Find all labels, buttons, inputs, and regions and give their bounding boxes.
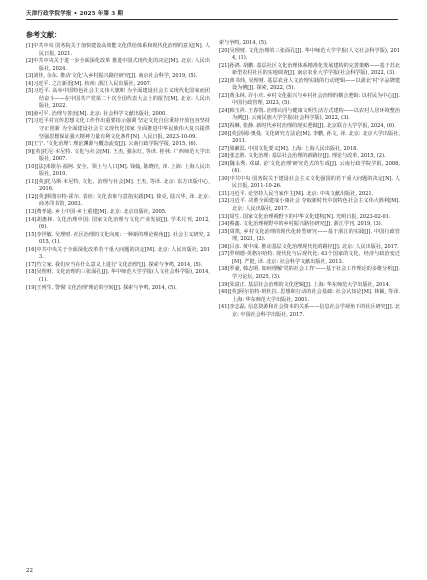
reference-entry: [38]罗豪, 韩志明. 如何理解'党的社会工作'——基于社会工作理论的多维分析[J]. 学习论坛, 2025, (3). xyxy=(219,266,400,280)
reference-entry: [33]周生. 国家文化治理视野下的中华文化建构[N]. 光明日报, 2023-02-01. xyxy=(219,213,391,220)
reference-entry: [9][英]托尼·本尼特. 文化与社会[M]. 王杰, 强东红, 等译. 桂林: 广西师范大学出版社, 2007. xyxy=(26,148,210,163)
reference-entry: 索与争鸣, 2014, (5). xyxy=(219,40,268,46)
reference-entry: [34]蔡鑫. 文化治理视野中的乡村振兴路径研究[J]. 浙江学刊, 2019, (3). xyxy=(219,221,383,228)
reference-entry: [26][英]汤姆·奥曼. 文化研究方法论[M]. 李鹏, 孙文, 译. 北京: 北京大学出版社, 2011. xyxy=(219,130,400,145)
header-rule xyxy=(26,19,398,20)
reference-entry: [1]中共中央 国务院关于加快建设高效能文化供给体系和现代化治理的意见[N]. 人民日报, 2021. xyxy=(26,43,210,57)
reference-entry: [17]竹立家. 我们应当在什么意义上进行'文化治理'[J]. 探索与争鸣, 2014, (5). xyxy=(26,261,203,268)
reference-entry: [15]李世敏. 吴理财. 社区治理的文化向度: 一种新的理论视角[J]. 社会主义研究, 2015, (1). xyxy=(26,231,210,246)
reference-entry: [4]习近平. 之江新语[M]. 杭州: 浙江人民出版社, 2007. xyxy=(26,80,152,87)
reference-entry: [14]胡惠林. 文化治理中国: 国家文化治理与文化产业发展[J]. 学术月刊, 2012, (6). xyxy=(26,216,210,231)
reference-entry: [11][英]托马斯·本尼特, 文化、治理与社会[M]. 王杰, 等译. 北京: 东方出版中心, 2016. xyxy=(26,178,210,193)
reference-entry: [7]习近平对宣传思想文化工作作出重要指示强调 坚定文化自信秉持开放包容坚持守正创新 为全面建设社会主义现代化国家 全面推进中华民族伟大复兴提供坚强思想保证强大精神力量有利文化条件[N]. 人民日报, 2023-10-09. xyxy=(26,118,210,140)
reference-entry: [23]黄永林, 许小庆. 乡村文化振兴与乡村社会治理的耦合逻辑: 以村民为中心[J]. 中国行政管理, 2023, (5). xyxy=(219,92,400,107)
reference-entry: [41]李志磊. 信息资源和社会资本的关系——信息社会学视角下的社区研究[J]. 北京: 中国社会科学出版社, 2017. xyxy=(219,304,400,318)
reference-entry: [22]黄书炜, 吴理财. 基层农业人文治理实践的行动逻辑——以浙北'村'字品牌建设为例[J]. 探索, 2022, (5). xyxy=(219,77,400,92)
reference-entry: [18]吴理财. 文化治理的三张面孔[J]. 华中师范大学学报(人文社会科学版), 2014, (1). xyxy=(26,269,210,283)
reference-entry: [30]中共中央 国务院关于建设社会主义文化强国的若干重大问题的决定[N]. 人民日报, 2011-10-26. xyxy=(219,175,400,190)
reference-entry: [8]王宁. '文化治理': 理论渊源与概念流变[J]. 云南行政学院学报, 2015, (6). xyxy=(26,141,198,148)
references-right-column xyxy=(219,40,400,319)
running-header: 天津行政学院学报 • 2025 年第 3 期 xyxy=(26,11,124,17)
reference-entry: [36]吕彦. 黄中成. 推动基层文化治理现代化的路径[J]. 北京: 人民出版社, 2017. xyxy=(219,243,399,250)
reference-entry: [19]王列生. 警惕'文化治理'理论的空转[J]. 探索与争鸣, 2014, (5). xyxy=(26,284,177,291)
references-left-column xyxy=(26,43,210,292)
references-heading: 参考文献： xyxy=(26,30,61,39)
reference-entry: [31]习近平. 论坚持人民当家作主[M]. 北京: 中央文献出版社, 2021. xyxy=(219,190,374,197)
page-number: 22 xyxy=(26,568,33,574)
reference-entry: [2]中共中央关于进一步全面深化改革 推进中国式现代化的决定[M]. 北京: 人民出版社, 2024. xyxy=(26,58,210,72)
reference-entry: [29]魏永秀. 邓斌. 论'文化治理'研究范式的生成[J]. 云南行政学院学报, 2008, (4). xyxy=(219,160,400,175)
reference-entry: [24]韩玉祥. 王春凯. 治理认同与健康文明生活方式建构——以农村人居环境整治为例[J]. 云南民族大学学报(社会科学版), 2022, (3). xyxy=(219,107,400,122)
reference-entry: [6]俞可平. 治理与善治[M]. 北京: 社会科学文献出版社, 2000. xyxy=(26,110,167,117)
reference-entry: [40][英]阿尔伯特·班杜拉. 思想和行动的社会基础: 社会认知论[M]. 林颖, 等译. 上海: 华东师范大学出版社, 2001. xyxy=(219,289,400,303)
reference-entry: [16]中共中央关于全面深化改革若干重大问题的决定[M]. 北京: 人民出版社, 2013. xyxy=(26,246,210,261)
reference-entry: [10][法]米歇尔·福柯. 安全、领土与人口[M]. 钱翰, 陈晓径, 译. 上海: 上海人民出版社, 2010. xyxy=(26,163,210,178)
reference-entry: [39]朱富正. 基层社会治理的文化逻辑[J]. 上海: 华东师范大学出版社, 2014. xyxy=(219,281,391,288)
reference-entry: [35]周凯, 乡村文化治理的现代化转型研究——基于浙江的实践[J]. 中国行政管理, 2021, (2). xyxy=(219,228,400,243)
reference-entry: [13]费孝通. 乡土中国·乡土重建[M]. 北京: 北京出版社, 2005. xyxy=(26,209,167,216)
reference-entry: [37]罗纳德·英格尔哈特. 现代化与后现代化: 43个国家的文化、经济与政治变迁[M]. 严挺, 译. 北京: 社会科学文献出版社, 2013. xyxy=(219,251,400,265)
reference-entry: [12][英]斯图尔特·霍尔. 表征: 文化表象与意指实践[M]. 徐亮, 陆兴华, 译. 北京: 商务印书馆, 2003. xyxy=(26,193,210,208)
reference-entry: [21]孙鸿. 胡鹏. 基层社区文化治理体系精准化发展建构的完善策略——基于苏北新型农村社区的实地调查[J]. 南京农业大学学报(社会科学版), 2022, (3). xyxy=(219,62,400,77)
reference-entry: [5]习近平. 高举中国特色社会主义伟大旗帜 为全面建设社会主义现代化国家而团结奋斗——在中国共产党第二十次全国代表大会上的报告[M]. 北京: 人民出版社, 2022. xyxy=(26,88,210,110)
reference-entry: [28]张志胜. 文化治理: 基层社会治理的新路径[J]. 理论与改革, 2015, (2). xyxy=(219,153,386,160)
reference-entry: [20]吴理财. 文化治理的三张面孔[J]. 华中师范大学学报(人文社会科学版), 2014, (1). xyxy=(219,47,400,62)
reference-entry: [3]刘佳, 余东. 推动'文化'入乡村振兴路径研究[J]. 南京社会科学, 2019, (5). xyxy=(26,73,198,80)
reference-entry: [25]祝琳, 张静. 新时代乡村治理的现实逻辑[J]. 北京联合大学学报, 2024, (6). xyxy=(219,123,396,130)
reference-entry: [32]习近平. 决胜全面建成小康社会 夺取新时代中国特色社会主义伟大胜利[M]. 北京: 人民出版社, 2017. xyxy=(219,198,400,213)
reference-entry: [27]梁漱溟. 中国文化要义[M]. 上海: 上海人民出版社, 2018. xyxy=(219,145,358,152)
